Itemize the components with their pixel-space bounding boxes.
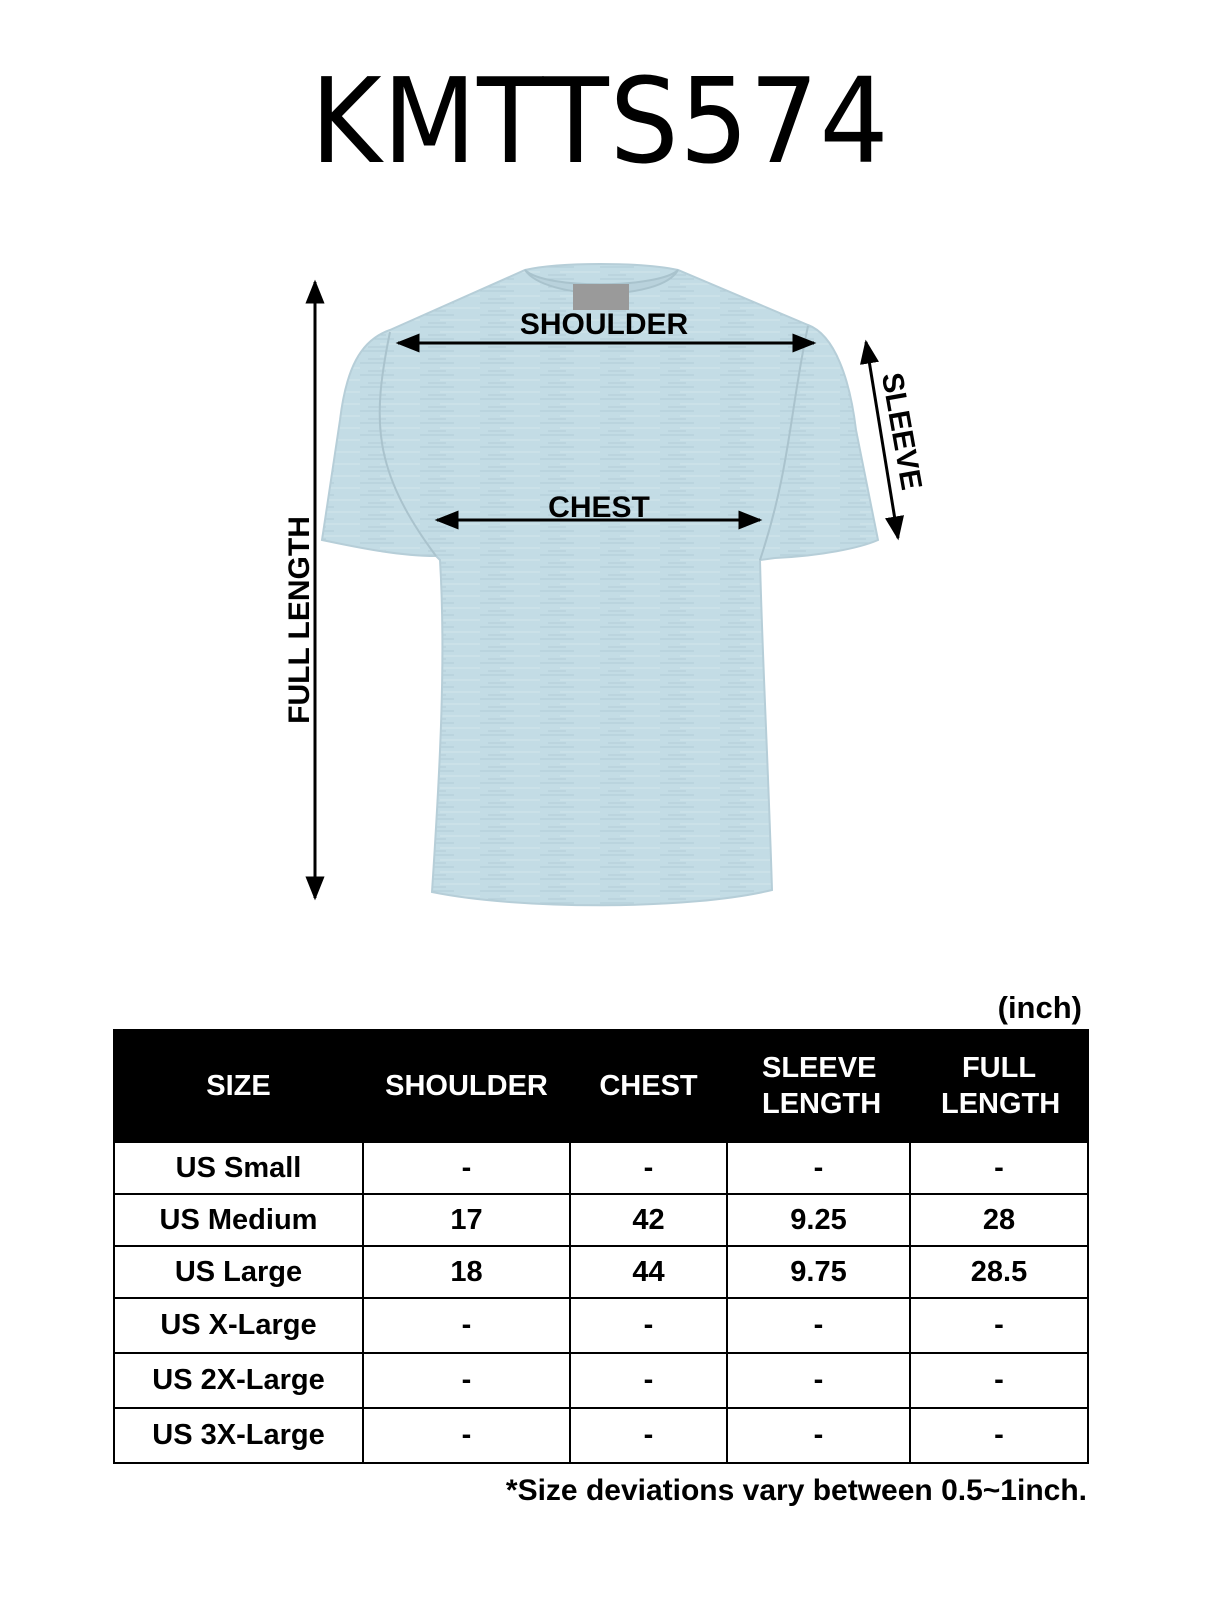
table-header-row	[114, 1030, 1088, 1142]
full-length-cell: -	[910, 1353, 1088, 1408]
tshirt-body	[322, 264, 878, 905]
header-full-length: FULL LENGTH	[910, 1030, 1088, 1142]
shoulder-cell: 17	[363, 1194, 570, 1246]
size-cell: US Medium	[114, 1194, 363, 1246]
full-length-label: FULL LENGTH	[283, 516, 316, 724]
shoulder-cell: 18	[363, 1246, 570, 1298]
full-length-cell: -	[910, 1298, 1088, 1353]
sleeve-length-cell: 9.75	[727, 1246, 910, 1298]
shoulder-cell: -	[363, 1353, 570, 1408]
shoulder-label: SHOULDER	[519, 308, 689, 341]
full-length-cell: 28	[910, 1194, 1088, 1246]
size-deviation-note: *Size deviations vary between 0.5~1inch.	[505, 1474, 1087, 1507]
header-size: SIZE	[114, 1030, 363, 1142]
size-chart-table	[113, 1029, 1089, 1464]
sleeve-length-cell: -	[727, 1298, 910, 1353]
size-cell: US X-Large	[114, 1298, 363, 1353]
sleeve-length-cell: -	[727, 1353, 910, 1408]
full-length-cell: 28.5	[910, 1246, 1088, 1298]
sleeve-length-cell: 9.25	[727, 1194, 910, 1246]
product-title: KMTTS574	[310, 52, 890, 190]
sleeve-length-cell: -	[727, 1408, 910, 1463]
sleeve-length-cell: -	[727, 1142, 910, 1194]
table-row	[114, 1353, 1088, 1408]
chest-cell: -	[570, 1298, 727, 1353]
size-cell: US Large	[114, 1246, 363, 1298]
sleeve-label: SLEEVE	[874, 370, 928, 493]
chest-cell: -	[570, 1353, 727, 1408]
size-cell: US Small	[114, 1142, 363, 1194]
shoulder-cell: -	[363, 1298, 570, 1353]
size-cell: US 2X-Large	[114, 1353, 363, 1408]
table-row	[114, 1298, 1088, 1353]
chest-label: CHEST	[548, 491, 650, 524]
table-row	[114, 1194, 1088, 1246]
header-chest: CHEST	[570, 1030, 727, 1142]
chest-cell: -	[570, 1408, 727, 1463]
unit-label: (inch)	[997, 990, 1082, 1025]
shoulder-cell: -	[363, 1142, 570, 1194]
table-row	[114, 1142, 1088, 1194]
size-cell: US 3X-Large	[114, 1408, 363, 1463]
full-length-cell: -	[910, 1408, 1088, 1463]
table-row	[114, 1246, 1088, 1298]
tshirt-illustration	[322, 264, 878, 905]
full-length-cell: -	[910, 1142, 1088, 1194]
tshirt-tag	[573, 284, 629, 310]
table-row	[114, 1408, 1088, 1463]
header-sleeve-length: SLEEVE LENGTH	[727, 1030, 910, 1142]
shoulder-cell: -	[363, 1408, 570, 1463]
header-shoulder: SHOULDER	[363, 1030, 570, 1142]
chest-cell: 44	[570, 1246, 727, 1298]
chest-cell: 42	[570, 1194, 727, 1246]
chest-cell: -	[570, 1142, 727, 1194]
